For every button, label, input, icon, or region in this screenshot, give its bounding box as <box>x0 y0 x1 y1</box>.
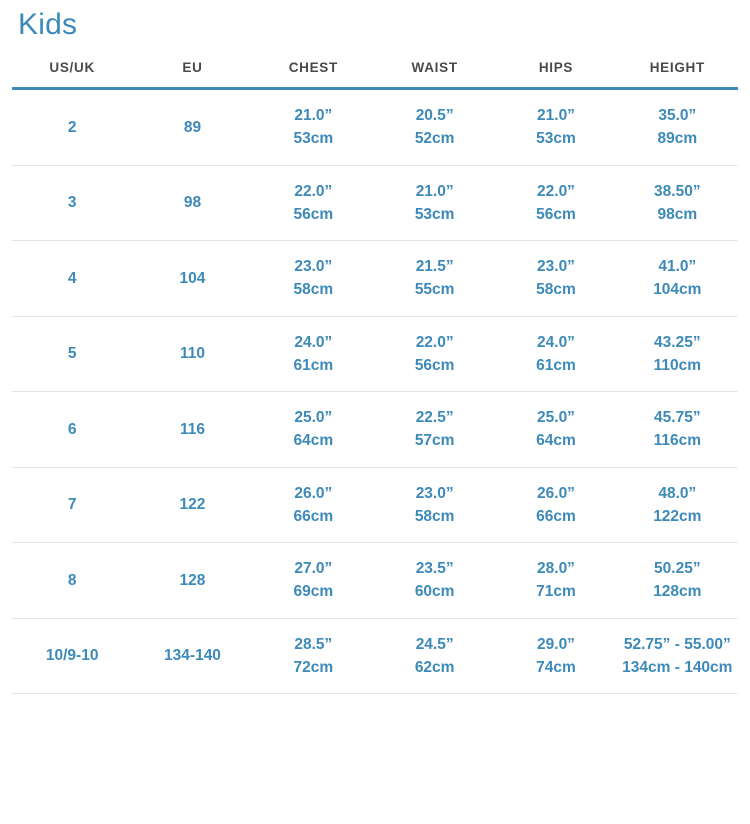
cell-eu: 128 <box>132 543 252 619</box>
table-row <box>12 165 738 241</box>
column-header-us-uk: US/UK <box>12 52 132 89</box>
height-cm: 89cm <box>657 130 698 148</box>
waist-inches: 24.5” <box>415 635 454 653</box>
hips-inches: 28.0” <box>537 560 575 577</box>
cell-height <box>617 467 738 543</box>
cell-us-uk: 5 <box>12 316 132 392</box>
cell-eu: 134-140 <box>132 618 252 694</box>
hips-inches: 29.0” <box>537 635 575 653</box>
chest-cm: 64cm <box>293 432 334 450</box>
height-inches: 41.0” <box>658 258 697 275</box>
waist-cm: 62cm <box>414 658 455 676</box>
height-cm: 122cm <box>653 507 702 525</box>
cell-height <box>617 89 738 166</box>
cell-hips <box>495 316 616 392</box>
table-row <box>12 392 738 468</box>
cell-height <box>617 165 738 241</box>
chest-inches: 24.0” <box>294 333 333 351</box>
cell-waist <box>374 316 495 392</box>
height-cm: 128cm <box>653 583 702 601</box>
height-cm: 116cm <box>653 432 702 450</box>
waist-cm: 53cm <box>414 205 455 223</box>
table-row <box>12 89 738 166</box>
chest-cm: 72cm <box>293 658 334 676</box>
cell-chest <box>253 467 374 543</box>
cell-chest <box>253 543 374 619</box>
waist-inches: 20.5” <box>415 107 454 124</box>
cell-height <box>617 392 738 468</box>
chest-cm: 56cm <box>293 205 334 223</box>
height-inches: 48.0” <box>658 484 697 502</box>
cell-us-uk: 7 <box>12 467 132 543</box>
column-header-height: HEIGHT <box>617 52 738 89</box>
height-inches: 35.0” <box>658 107 697 124</box>
table-body <box>12 89 738 694</box>
cell-height <box>617 316 738 392</box>
waist-inches: 23.0” <box>415 484 454 502</box>
cell-chest <box>253 241 374 317</box>
chest-inches: 21.0” <box>294 107 333 124</box>
cell-hips <box>495 89 616 166</box>
cell-waist <box>374 392 495 468</box>
cell-hips <box>495 467 616 543</box>
chest-inches: 25.0” <box>294 409 333 426</box>
cell-eu: 116 <box>132 392 252 468</box>
hips-inches: 22.0” <box>537 182 575 200</box>
cell-us-uk: 4 <box>12 241 132 317</box>
hips-inches: 24.0” <box>537 333 575 351</box>
chest-cm: 58cm <box>293 281 334 299</box>
height-cm: 110cm <box>653 356 702 374</box>
cell-eu: 89 <box>132 89 252 166</box>
hips-inches: 21.0” <box>537 107 575 124</box>
hips-inches: 25.0” <box>537 409 575 426</box>
table-row <box>12 467 738 543</box>
chest-cm: 66cm <box>293 507 334 525</box>
waist-cm: 56cm <box>414 356 455 374</box>
waist-cm: 52cm <box>414 130 455 148</box>
column-header-hips: HIPS <box>495 52 616 89</box>
cell-us-uk: 8 <box>12 543 132 619</box>
hips-cm: 61cm <box>536 356 576 374</box>
cell-hips <box>495 165 616 241</box>
cell-chest <box>253 89 374 166</box>
hips-cm: 56cm <box>536 205 576 223</box>
cell-us-uk: 10/9-10 <box>12 618 132 694</box>
cell-eu: 104 <box>132 241 252 317</box>
height-cm: 104cm <box>653 281 702 299</box>
cell-chest <box>253 316 374 392</box>
cell-height <box>617 618 738 694</box>
column-header-waist: WAIST <box>374 52 495 89</box>
hips-cm: 66cm <box>536 507 576 525</box>
cell-hips <box>495 392 616 468</box>
cell-hips <box>495 543 616 619</box>
waist-inches: 21.0” <box>415 182 454 200</box>
cell-waist <box>374 618 495 694</box>
waist-inches: 22.5” <box>415 409 454 426</box>
chest-inches: 22.0” <box>294 182 333 200</box>
cell-us-uk: 3 <box>12 165 132 241</box>
chest-inches: 23.0” <box>294 258 333 275</box>
table-row <box>12 618 738 694</box>
size-chart-table <box>12 52 738 694</box>
cell-height <box>617 241 738 317</box>
height-inches: 38.50” <box>654 182 701 200</box>
cell-eu: 110 <box>132 316 252 392</box>
height-inches: 43.25” <box>654 333 701 351</box>
column-header-chest: CHEST <box>253 52 374 89</box>
cell-waist <box>374 467 495 543</box>
page-title: Kids <box>18 8 78 41</box>
table-row <box>12 543 738 619</box>
height-cm: 134cm - 140cm <box>622 658 733 676</box>
hips-cm: 71cm <box>536 583 576 601</box>
cell-chest <box>253 165 374 241</box>
waist-inches: 22.0” <box>415 333 454 351</box>
hips-cm: 74cm <box>536 658 576 676</box>
waist-inches: 23.5” <box>415 560 454 577</box>
chest-inches: 26.0” <box>294 484 333 502</box>
cell-chest <box>253 392 374 468</box>
height-inches: 50.25” <box>654 560 701 577</box>
table-header <box>12 52 738 89</box>
waist-inches: 21.5” <box>415 258 454 275</box>
hips-inches: 26.0” <box>537 484 575 502</box>
hips-cm: 58cm <box>536 281 576 299</box>
cell-us-uk: 6 <box>12 392 132 468</box>
cell-waist <box>374 241 495 317</box>
cell-hips <box>495 618 616 694</box>
table-header-row <box>12 52 738 89</box>
cell-eu: 98 <box>132 165 252 241</box>
waist-cm: 55cm <box>414 281 455 299</box>
height-inches: 45.75” <box>654 409 701 426</box>
hips-cm: 64cm <box>536 432 576 450</box>
chest-cm: 61cm <box>293 356 334 374</box>
column-header-eu: EU <box>132 52 252 89</box>
height-cm: 98cm <box>657 205 698 223</box>
waist-cm: 58cm <box>414 507 455 525</box>
height-inches: 52.75” - 55.00” <box>623 635 731 653</box>
table-row <box>12 241 738 317</box>
cell-waist <box>374 543 495 619</box>
cell-height <box>617 543 738 619</box>
table-row <box>12 316 738 392</box>
cell-waist <box>374 165 495 241</box>
cell-us-uk: 2 <box>12 89 132 166</box>
waist-cm: 60cm <box>414 583 455 601</box>
cell-chest <box>253 618 374 694</box>
hips-cm: 53cm <box>536 130 576 148</box>
hips-inches: 23.0” <box>537 258 575 275</box>
cell-waist <box>374 89 495 166</box>
cell-hips <box>495 241 616 317</box>
cell-eu: 122 <box>132 467 252 543</box>
chest-cm: 53cm <box>293 130 334 148</box>
chest-cm: 69cm <box>293 583 334 601</box>
chest-inches: 28.5” <box>294 635 333 653</box>
waist-cm: 57cm <box>414 432 455 450</box>
chest-inches: 27.0” <box>294 560 333 577</box>
